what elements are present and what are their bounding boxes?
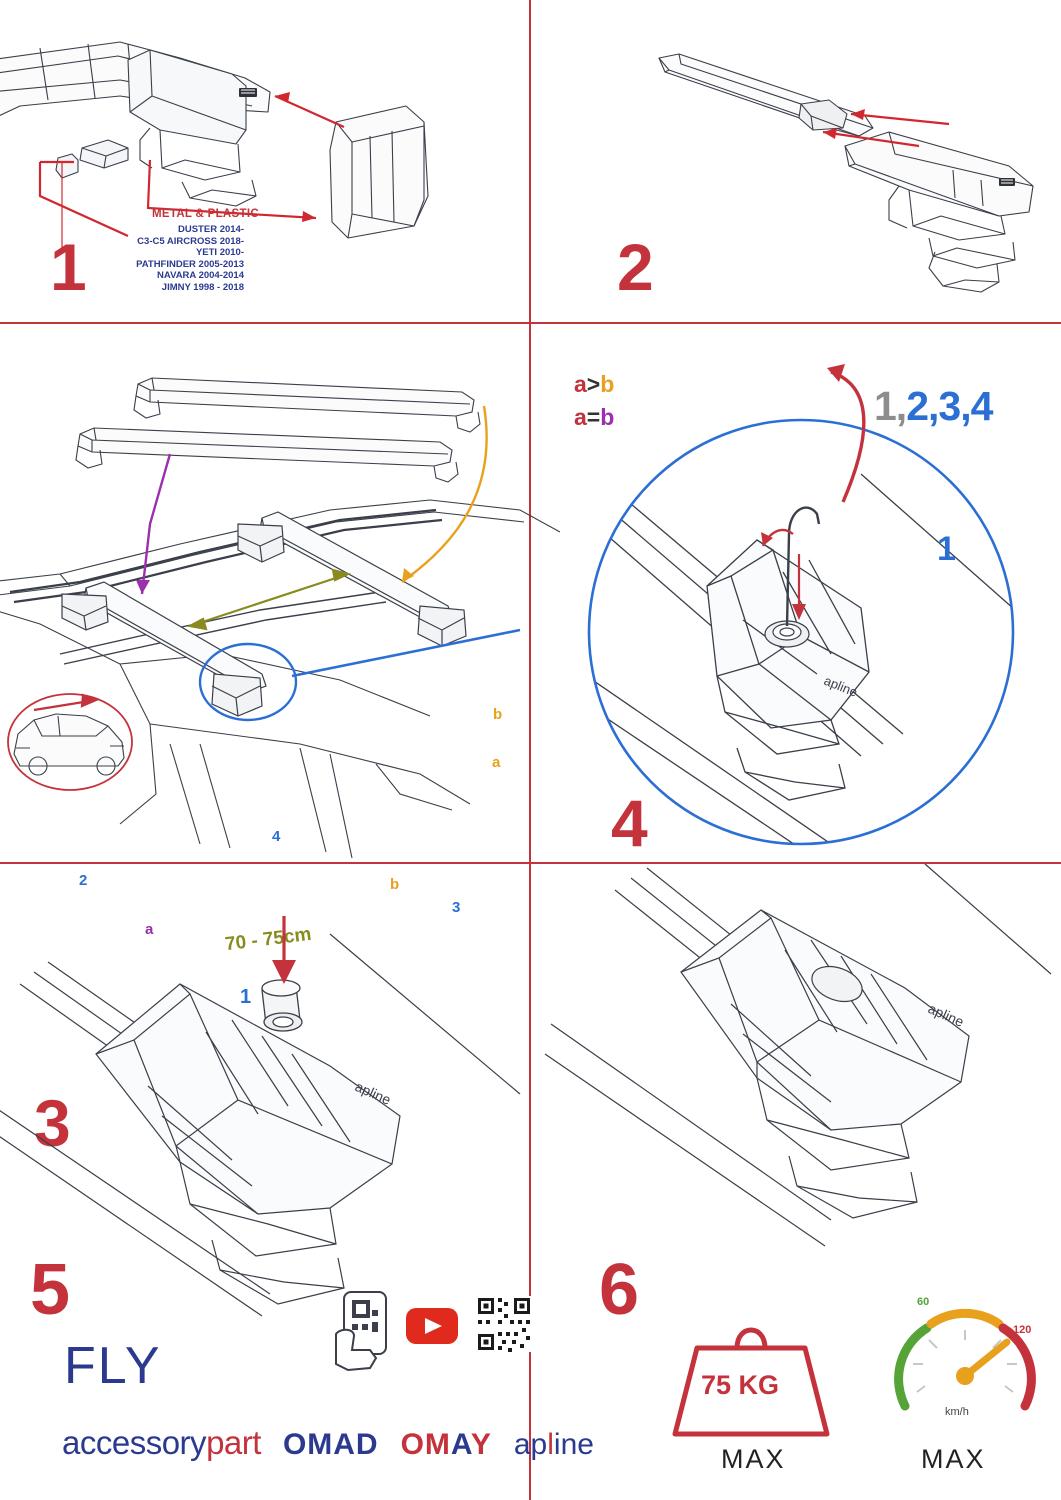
label-a-top: a xyxy=(492,754,501,771)
weight-max-label: MAX xyxy=(721,1444,786,1474)
label-b-top: b xyxy=(493,706,503,723)
speed-limit-icon-wrap xyxy=(883,1294,1047,1444)
vehicle-item-4: NAVARA 2004-2014 xyxy=(157,270,244,281)
label-b-bar: b xyxy=(390,876,400,893)
compare1-op: > xyxy=(586,371,601,397)
panel-step-6 xyxy=(531,864,1061,1500)
callout-1: 1 xyxy=(937,530,956,568)
label-bar-4: 4 xyxy=(272,828,281,845)
brand-apline-mid: l xyxy=(547,1428,554,1461)
youtube-icon xyxy=(406,1308,458,1344)
step6-illustration xyxy=(531,864,1061,1264)
car-direction-inset xyxy=(8,694,132,790)
gauge-unit-label: km/h xyxy=(945,1406,969,1418)
brand-apline-post: ine xyxy=(553,1428,594,1461)
distance-label: 70 - 75cm xyxy=(223,923,313,956)
step-number-2: 2 xyxy=(617,230,652,304)
media-icons-row xyxy=(330,1288,530,1374)
step2-illustration xyxy=(529,0,1061,322)
panel-step-2 xyxy=(529,0,1061,322)
label-bar-2: 2 xyxy=(79,872,88,889)
speedometer-icon xyxy=(883,1294,1047,1444)
label-a-bar: a xyxy=(145,921,154,938)
step-number-6: 6 xyxy=(599,1250,638,1330)
media-icons-svg xyxy=(330,1288,530,1374)
label-clamp-1: 1 xyxy=(240,986,252,1008)
compare2-left: a xyxy=(574,404,587,430)
vehicle-item-0: DUSTER 2014- xyxy=(178,224,244,235)
vehicle-list xyxy=(0,224,244,293)
brand-row xyxy=(62,1424,594,1462)
sequence-gray: 1, xyxy=(874,383,907,429)
brand-mark-rail xyxy=(239,88,257,97)
gauge-min-label: 60 xyxy=(917,1296,930,1308)
sequence-label xyxy=(874,383,992,430)
brand-omay-post: Y xyxy=(470,1428,492,1461)
compare1-left: a xyxy=(574,371,587,397)
step-number-5: 5 xyxy=(30,1250,69,1330)
brand-accessorypart-1: accessory xyxy=(62,1424,207,1461)
compare2-op: = xyxy=(586,404,601,430)
weight-limit-icon-wrap xyxy=(667,1304,835,1444)
locking-knob xyxy=(262,980,302,1031)
step-number-4: 4 xyxy=(611,786,646,860)
step3-illustration xyxy=(0,324,529,862)
gauge-max-label: 120 xyxy=(1013,1324,1032,1336)
label-bar-3: 3 xyxy=(452,899,461,916)
brand-apline-pre: ap xyxy=(513,1428,548,1461)
brand-omad: OMAD xyxy=(282,1428,379,1461)
compare1-right: b xyxy=(600,371,615,397)
vehicle-item-3: PATHFINDER 2005-2013 xyxy=(136,258,244,270)
apline-logo-clamp-6: apline xyxy=(925,1000,967,1030)
weight-value: 75 KG xyxy=(701,1370,780,1400)
brand-omay-mid: A xyxy=(450,1428,471,1461)
brand-omay-pre: OM xyxy=(400,1428,451,1461)
vehicle-item-1: C3-C5 AIRCROSS 2018- xyxy=(137,235,244,247)
brand-accessorypart-2: part xyxy=(206,1424,261,1461)
panel-step-4 xyxy=(531,324,1061,862)
step-number-1: 1 xyxy=(50,230,85,304)
speed-max-label: MAX xyxy=(921,1444,986,1474)
brand-omay xyxy=(401,1428,492,1462)
vehicle-item-5: JIMNY 1998 - 2018 xyxy=(161,281,244,293)
vehicle-item-2: YETI 2010- xyxy=(195,247,244,258)
panel-step-1 xyxy=(0,0,529,322)
step-number-3: 3 xyxy=(34,1086,69,1160)
brand-accessorypart xyxy=(62,1424,261,1462)
qr-code-icon xyxy=(476,1296,532,1352)
brand-mark-rail-2 xyxy=(999,178,1015,186)
compare2-right: b xyxy=(600,404,615,430)
panel-step-5 xyxy=(0,864,594,1500)
brand-fly: FLY xyxy=(64,1337,162,1395)
qr-scan-hand-icon xyxy=(336,1292,386,1370)
apline-logo-clamp: apline xyxy=(821,672,860,700)
sequence-blue: 2,3,4 xyxy=(906,383,993,429)
apline-logo-clamp-5: apline xyxy=(352,1078,394,1108)
metal-plastic-title: METAL & PLASTIC xyxy=(152,208,259,220)
step5-illustration xyxy=(0,864,529,1264)
